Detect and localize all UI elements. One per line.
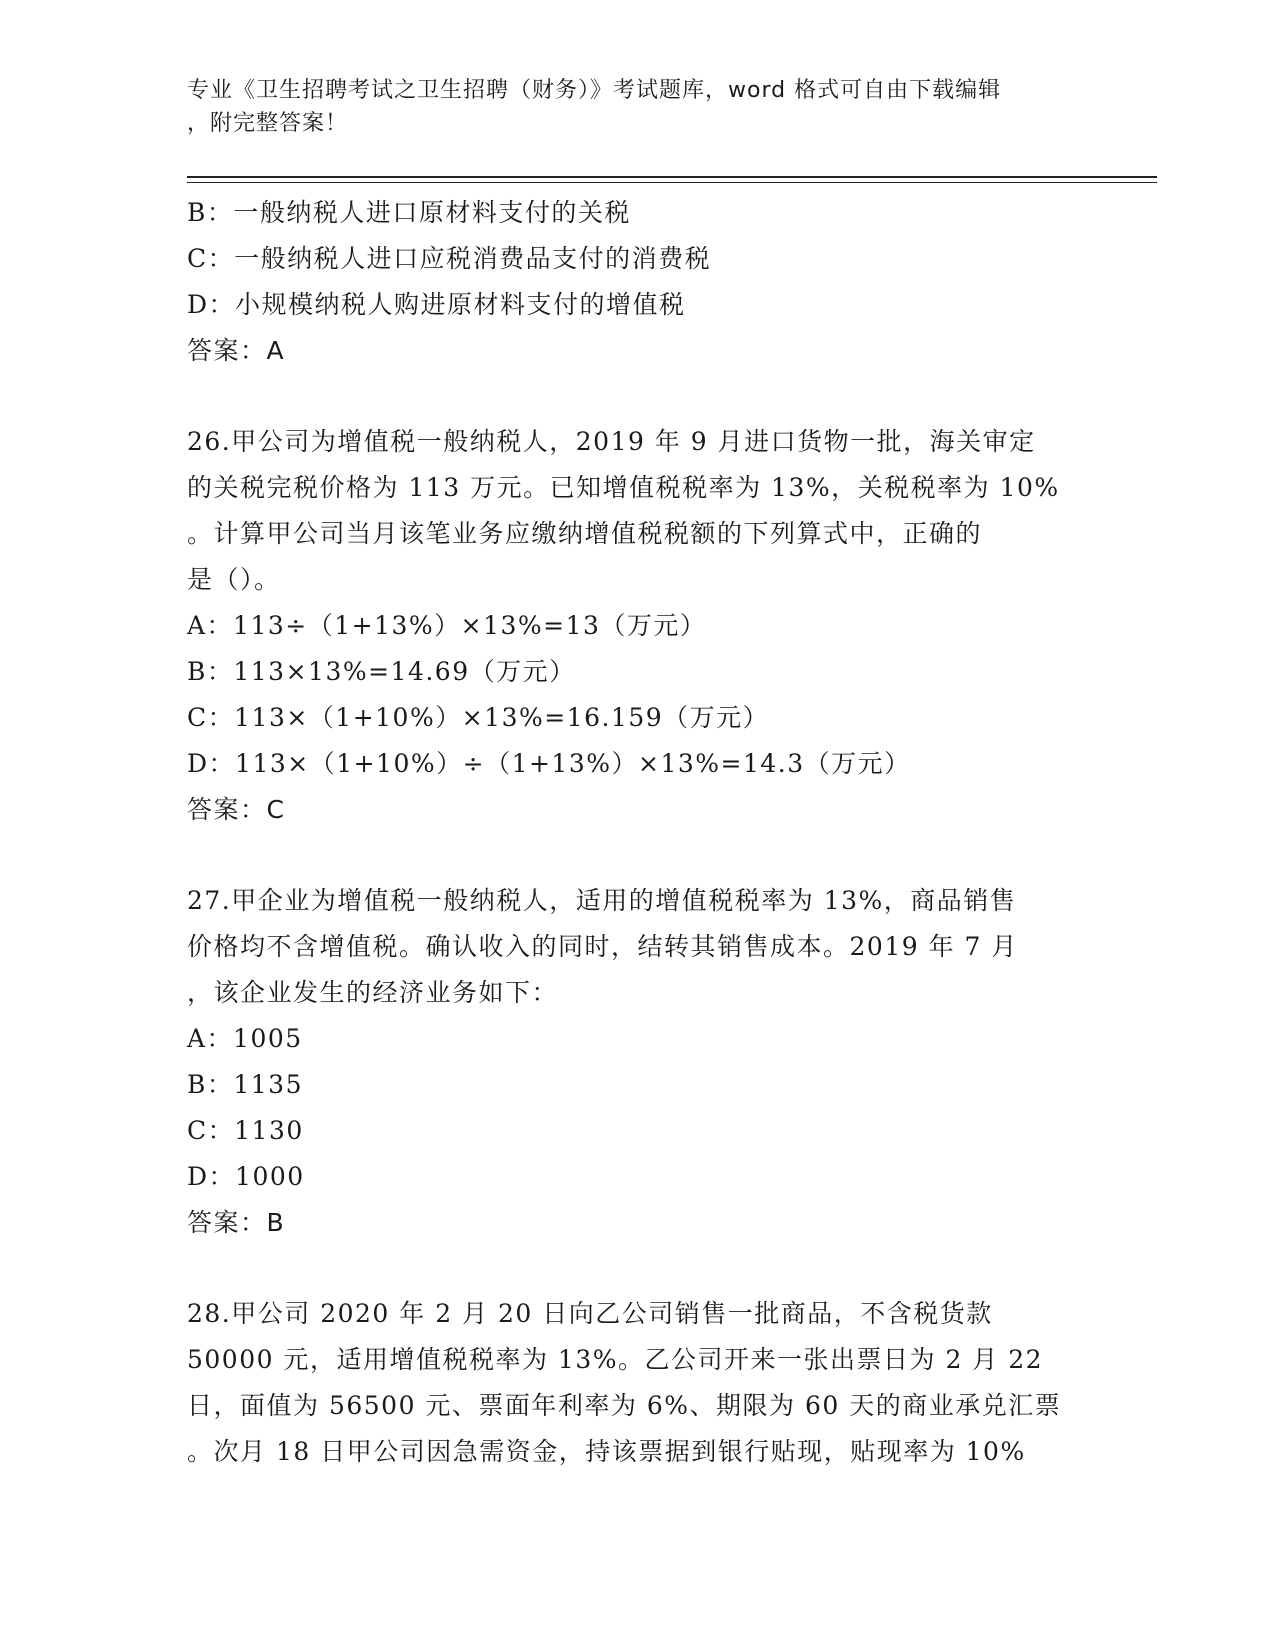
question-text-line: 27.甲企业为增值税一般纳税人，适用的增值税税率为 13%，商品销售 (187, 886, 1017, 915)
question-26 (187, 419, 1087, 833)
question-text-line: 。次月 18 日甲公司因急需资金，持该票据到银行贴现，贴现率为 10% (187, 1437, 1026, 1466)
answer-line: 答案：A (187, 336, 286, 365)
spacer (187, 374, 1087, 419)
question-28 (187, 1291, 1087, 1475)
question-27 (187, 878, 1087, 1246)
option-c: C：一般纳税人进口应税消费品支付的消费税 (187, 244, 712, 273)
option-b: B：113×13%=14.69（万元） (187, 657, 576, 686)
option-b: B：1135 (187, 1070, 303, 1099)
document-header (187, 74, 1077, 140)
header-line-1: 专业《卫生招聘考试之卫生招聘（财务）》考试题库，word 格式可自由下载编辑 (187, 78, 1002, 103)
option-d: D：113×（1+10%）÷（1+13%）×13%=14.3（万元） (187, 749, 911, 778)
answer-line: 答案：B (187, 1208, 286, 1237)
option-c: C：1130 (187, 1116, 304, 1145)
question-text-line: ，该企业发生的经济业务如下： (187, 978, 559, 1007)
question-text-line: 28.甲公司 2020 年 2 月 20 日向乙公司销售一批商品，不含税货款 (187, 1299, 993, 1328)
option-a: A：1005 (187, 1024, 303, 1053)
question-text-line: 50000 元，适用增值税税率为 13%。乙公司开来一张出票日为 2 月 22 (187, 1345, 1044, 1374)
header-line-2: ，附完整答案！ (187, 111, 349, 136)
question-25-continued (187, 190, 1087, 374)
question-text-line: 26.甲公司为增值税一般纳税人，2019 年 9 月进口货物一批，海关审定 (187, 427, 1036, 456)
spacer (187, 1246, 1087, 1291)
option-a: A：113÷（1+13%）×13%=13（万元） (187, 611, 707, 640)
header-divider-thin (187, 182, 1157, 183)
question-text-line: 是（）。 (187, 565, 281, 594)
question-text-line: 价格均不含增值税。确认收入的同时，结转其销售成本。2019 年 7 月 (187, 932, 1018, 961)
option-d: D：小规模纳税人购进原材料支付的增值税 (187, 290, 686, 319)
question-text-line: 的关税完税价格为 113 万元。已知增值税税率为 13%，关税税率为 10% (187, 473, 1060, 502)
option-d: D：1000 (187, 1162, 305, 1191)
question-text-line: 。计算甲公司当月该笔业务应缴纳增值税税额的下列算式中，正确的 (187, 519, 983, 548)
spacer (187, 833, 1087, 878)
document-body (187, 190, 1087, 1475)
answer-line: 答案：C (187, 795, 286, 824)
header-divider-thick (187, 176, 1157, 178)
question-text-line: 日，面值为 56500 元、票面年利率为 6%、期限为 60 天的商业承兑汇票 (187, 1391, 1062, 1420)
option-b: B：一般纳税人进口原材料支付的关税 (187, 198, 631, 227)
option-c: C：113×（1+10%）×13%=16.159（万元） (187, 703, 770, 732)
